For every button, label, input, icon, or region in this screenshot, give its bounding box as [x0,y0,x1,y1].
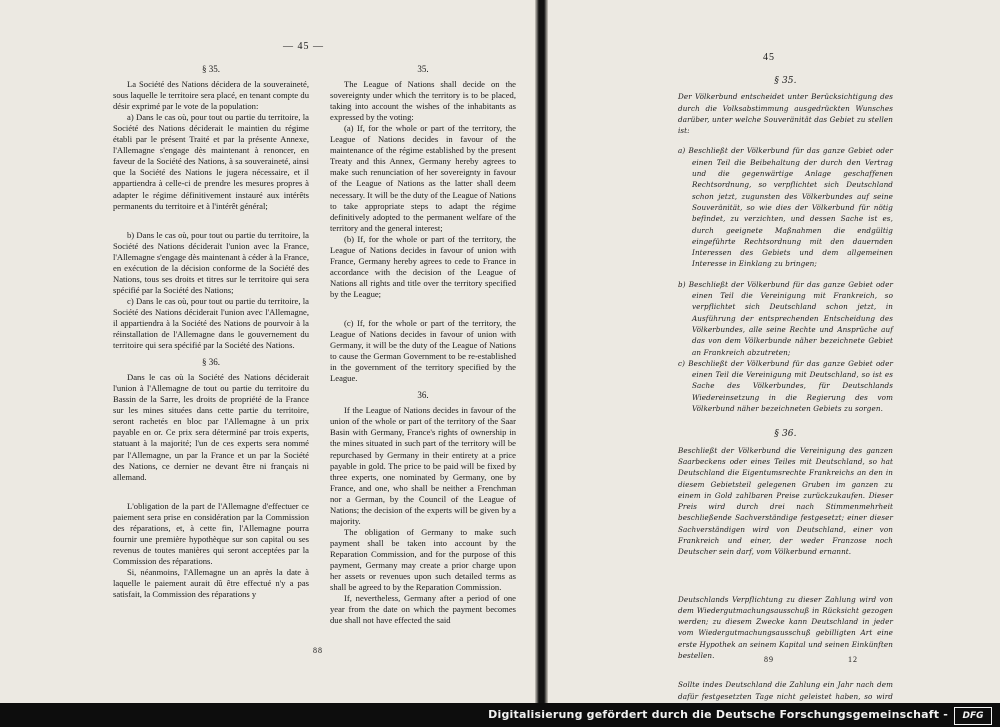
paragraph: If the League of Nations decides in favour of the union of the whole or part of the territory of the Saar Basin with Germany, France's rights of ownership in the mines situated in such part of the territory will be repurchased by Germany in their entirety at a price payable in gold. The price to be paid will be fixed by three experts, one nominated by Germany, one by France, and one, who shall be neither a Frenchman nor a German, by the Council of the League of Nations; the decision of the experts will be given by a majority. [330,405,516,526]
page-number: — 45 — [283,41,324,52]
german-column [678,70,893,703]
paragraph: Der Völkerbund entscheidet unter Berücksichtigung des durch die Volksabstimmung ausgedrückten Wunsches darüber, unter welche Souveränität das Gebiet zu stellen ist: [678,92,893,136]
paragraph: a) Beschließt der Völkerbund für das ganze Gebiet oder einen Teil die Beibehaltung der durch den Vertrag und die gegenwärtige Anlage geschaffenen Rechtsordnung, so verpflichtet sich Deutschland schon jetzt, zugunsten des Völkerbundes auf seine Souveränität, so wie dies der Völkerbund für nötig befindet, zu verzichten, und dessen Sache ist es, durch geeignete Maßnahmen die endgültig eingeführte Rechtsordnung mit den dauernden Interessen des Gebiets und dem allgemeinen Interesse in Einklang zu bringen; [678,146,893,269]
section-heading: § 35. [774,76,797,86]
section-heading: § 35. [202,64,220,74]
right-page [548,0,1000,703]
book-gutter [535,0,548,703]
paragraph: If, nevertheless, Germany after a period of one year from the date on which the payment becomes due shall not have effected the said [330,593,516,626]
paragraph: b) Dans le cas où, pour tout ou partie du territoire, la Société des Nations déciderait l'union avec la France, l'Allemagne s'engage dès maintenant à céder à la France, en exécution de la décision conforme de la Société des Nations, tous ses droits et titres sur le territoire qui sera spécifié par la Société des Nations; [113,229,309,295]
paragraph: c) Beschließt der Völkerbund für das ganze Gebiet oder einen Teil die Vereinigung mit Deutschland, so ist es Sache des Völkerbundes, für Deutschlands Wiedereinsetzung in die Regierung des vom Völkerbund näher bezeichneten Gebiets zu sorgen. [678,358,893,414]
paragraph: c) Dans le cas où, pour tout ou partie du territoire, la Société des Nations déciderait l'union avec l'Allemagne, il appartiendra à la Société des Nations de pourvoir à la réinstallation de l'Allemagne dans le gouvernement du territoire qui sera spécifié par la Société des Nations. [113,295,309,351]
footer-page-number: 88 [313,646,323,655]
paragraph: (c) If, for the whole or part of the territory, the League of Nations decides in favour of union with Germany, it will be the duty of the League of Nations to cause the German Government to be re-established in the government of the territory specified by the League. [330,317,516,384]
french-column [113,58,309,600]
paragraph: (a) If, for the whole or part of the territory, the League of Nations decides in favour of the maintenance of the régime established by the present Treaty and this Annex, Germany hereby agrees to make such renunciation of her sovereignty in favour of the League of Nations as the latter shall deem necessary. It will be the duty of the League of Nations to take appropriate steps to adapt the régime definitively adopted to the permanent welfare of the territory and the general interest; [330,123,516,233]
paragraph: (b) If, for the whole or part of the territory, the League of Nations decides in favour of union with France, Germany hereby agrees to cede to France in accordance with the decision of the League of Nations all rights and title over the territory specified by the League; [330,233,516,299]
paragraph: Sollte indes Deutschland die Zahlung ein Jahr nach dem dafür festgesetzten Tage nicht geleistet haben, so wird [678,680,893,701]
paragraph: Deutschlands Verpflichtung zu dieser Zahlung wird von dem Wiedergutmachungsausschuß in Rücksicht gezogen werden; zu diesem Zwecke kann Deutschland in jeder vom Wiedergutmachungsausschuß gebilligten Art eine erste Hypothek an seinem Kapital und seinen Einkünften bestellen. [678,594,893,661]
paragraph: a) Dans le cas où, pour tout ou partie du territoire, la Société des Nations déciderait le maintien du régime établi par le présent Traité et par la présente Annexe, l'Allemagne s'engage dès maintenant à renoncer, en faveur de la Société des Nations, à sa souveraineté, ainsi que la Société des Nations le jugera nécessaire, et il appartiendra à celle-ci de prendre les mesures propres à adapter le régime définitivement instauré aux intérêts permanents du territoire et à l'intérêt général; [113,112,309,211]
paragraph: La Société des Nations décidera de la souveraineté, sous laquelle le territoire sera placé, en tenant compte du désir exprimé par le vote de la population: [113,79,309,112]
dfg-credit: Digitalisierung gefördert durch die Deutsche Forschungsgemeinschaft - [488,708,948,721]
footer-page-number: 89 [764,655,774,664]
paragraph: The obligation of Germany to make such payment shall be taken into account by the Reparation Commission, and for the purpose of this payment, Germany may create a prior charge upon her assets or revenues upon such detailed terms as shall be agreed to by the Reparation Commission. [330,526,516,593]
paragraph: Si, néanmoins, l'Allemagne un an après la date à laquelle le paiement aurait dû être effectué n'y a pas satisfait, la Commission des réparations y [113,566,309,600]
section-heading: 35. [417,64,429,74]
paragraph: L'obligation de la part de l'Allemagne d'effectuer ce paiement sera prise en considération par la Commission des réparations, et, à cette fin, l'Allemagne pourra fournir une première hypothèque sur son capital ou ses revenus de toutes manières qui seront acceptées par la Commission des réparations. [113,500,309,566]
paragraph: b) Beschließt der Völkerbund für das ganze Gebiet oder einen Teil die Vereinigung mit Frankreich, so verpflichtet sich Deutschland schon jetzt, in Ausführung der entsprechenden Entscheidung des Völkerbundes, alle seine Rechte und Ansprüche auf das von dem Völkerbunde näher bezeichnete Gebiet an Frankreich abzutreten; [678,279,893,357]
section-heading: 36. [417,390,429,401]
digitization-footer [0,703,1000,727]
section-heading: § 36. [774,429,797,440]
page-number: 45 [763,52,775,63]
dfg-logo-icon: DFG [954,707,992,725]
section-heading: § 36. [202,357,220,368]
footer-signature-number: 12 [848,655,858,664]
paragraph: Beschließt der Völkerbund die Vereinigung des ganzen Saarbeckens oder eines Teiles mit Deutschland, so hat Deutschland die Eigentumsrechte Frankreichs an den in diesem Gebietsteil gelegenen Gruben im ganzen zu einem in Gold zahlbaren Preise zurückzukaufen. Dieser Preis wird durch drei nach Stimmenmehrheit beschließende Sachverständige festgesetzt; einer dieser Sachverständigen wird von Deutschland, einer von Frankreich und einer, der weder Franzose noch Deutscher sein darf, vom Völkerbund ernannt. [678,445,893,557]
english-column [330,58,516,626]
paragraph: The League of Nations shall decide on the sovereignty under which the territory is to be placed, taking into account the wishes of the inhabitants as expressed by the voting: [330,79,516,123]
paragraph: Dans le cas où la Société des Nations déciderait l'union à l'Allemagne de tout ou partie du territoire du Bassin de la Sarre, les droits de propriété de la France sur les mines situées dans cette partie du territoire, seront rachetés en bloc par l'Allemagne à un prix payable en or. Ce prix sera déterminé par trois experts, statuant à la majorité; l'un de ces experts sera nommé par l'Allemagne, un par la France et un par la Société des Nations, ce dernier ne devant être ni français ni allemand. [113,372,309,482]
